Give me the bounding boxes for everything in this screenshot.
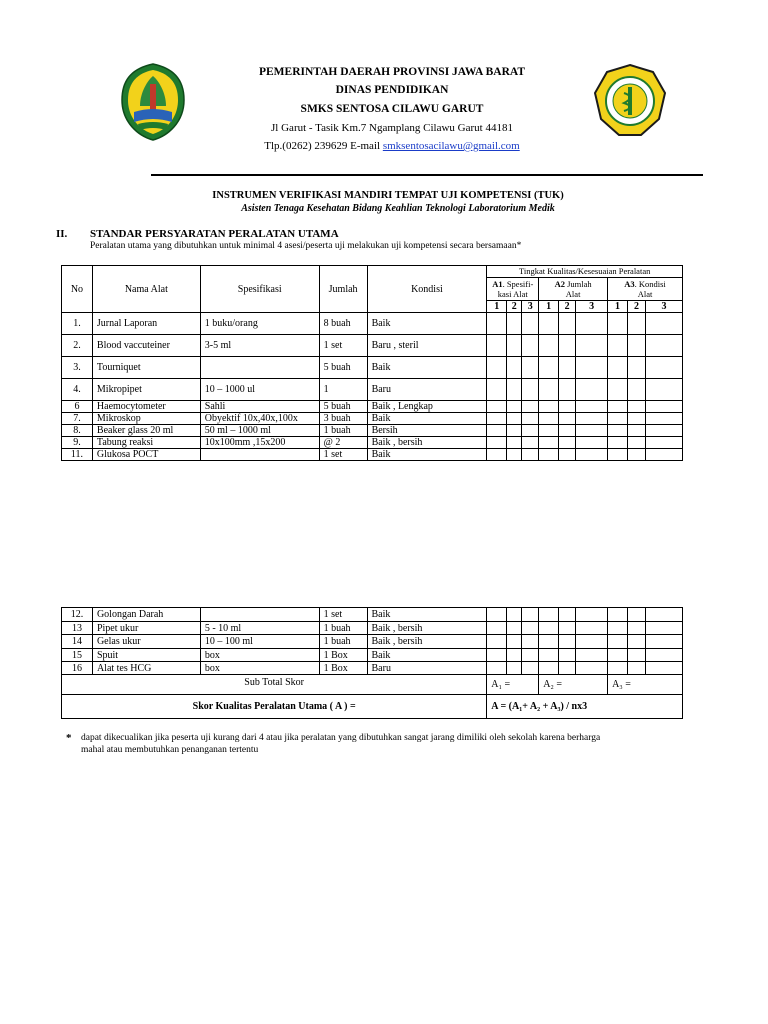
rating-cell[interactable] [645, 635, 682, 649]
cell-no: 4. [62, 379, 93, 401]
rating-cell[interactable] [576, 401, 608, 413]
rating-cell[interactable] [487, 313, 507, 335]
rating-cell[interactable] [487, 622, 507, 635]
cell-name: Mikroskop [92, 413, 200, 425]
rating-cell[interactable] [628, 649, 646, 662]
scale-a2-1: 1 [539, 300, 559, 312]
rating-cell[interactable] [608, 608, 628, 622]
rating-cell[interactable] [522, 662, 539, 675]
rating-cell[interactable] [645, 313, 682, 335]
cell-no: 8. [62, 425, 93, 437]
rating-cell[interactable] [559, 425, 576, 437]
cell-spec: 10 – 100 ml [200, 635, 319, 649]
cell-cond: Baik [367, 413, 487, 425]
rating-cell[interactable] [628, 425, 646, 437]
rating-cell[interactable] [559, 608, 576, 622]
section-number: II. [56, 228, 68, 240]
cell-cond: Baik , bersih [367, 635, 487, 649]
rating-cell[interactable] [628, 622, 646, 635]
rating-cell[interactable] [507, 335, 522, 357]
cell-qty: 8 buah [319, 313, 367, 335]
cell-qty: 1 buah [319, 622, 367, 635]
rating-cell[interactable] [487, 425, 507, 437]
rating-cell[interactable] [522, 622, 539, 635]
cell-no: 9. [62, 437, 93, 449]
table-row [62, 401, 683, 413]
cell-qty: 3 buah [319, 413, 367, 425]
cell-no: 12. [62, 608, 93, 622]
rating-cell[interactable] [628, 357, 646, 379]
school-address: Jl Garut - Tasik Km.7 Ngamplang Cilawu Garut 44181 [271, 122, 513, 134]
cell-no: 6 [62, 401, 93, 413]
rating-cell[interactable] [487, 662, 507, 675]
cell-spec: 10 – 1000 ul [200, 379, 319, 401]
rating-cell[interactable] [539, 622, 559, 635]
cell-qty: 1 buah [319, 635, 367, 649]
rating-cell[interactable] [628, 635, 646, 649]
scale-a1-3: 3 [522, 300, 539, 312]
rating-cell[interactable] [559, 662, 576, 675]
cell-spec [200, 357, 319, 379]
cell-name: Gelas ukur [92, 635, 200, 649]
footnote-mark: * [66, 732, 72, 744]
rating-cell[interactable] [539, 379, 559, 401]
rating-cell[interactable] [608, 449, 628, 461]
cell-cond: Baik [367, 608, 487, 622]
footnote-line1: dapat dikecualikan jika peserta uji kurang dari 4 atau jika peralatan yang dibutuhkan sangat jarang dimiliki oleh sekolah karena berharga [81, 733, 601, 743]
table-row [62, 449, 683, 461]
rating-cell[interactable] [559, 413, 576, 425]
rating-cell[interactable] [507, 379, 522, 401]
cell-qty: 5 buah [319, 401, 367, 413]
cell-spec: 1 buku/orang [200, 313, 319, 335]
rating-cell[interactable] [539, 413, 559, 425]
rating-cell[interactable] [539, 401, 559, 413]
rating-cell[interactable] [576, 379, 608, 401]
rating-cell[interactable] [559, 649, 576, 662]
scale-a1-1: 1 [487, 300, 507, 312]
cell-spec: Sahli [200, 401, 319, 413]
cell-cond: Baru , steril [367, 335, 487, 357]
table-row [62, 437, 683, 449]
table-row [62, 622, 683, 635]
rating-cell[interactable] [608, 313, 628, 335]
header-divider [151, 174, 703, 176]
scale-a1-2: 2 [507, 300, 522, 312]
rating-cell[interactable] [576, 357, 608, 379]
table-row [62, 335, 683, 357]
cell-spec [200, 608, 319, 622]
rating-cell[interactable] [487, 379, 507, 401]
a1-code: A1 [492, 278, 503, 289]
cell-spec: 3-5 ml [200, 335, 319, 357]
rating-cell[interactable] [628, 608, 646, 622]
rating-cell[interactable] [645, 401, 682, 413]
rating-cell[interactable] [576, 649, 608, 662]
table-row [62, 662, 683, 675]
cell-cond: Baik , bersih [367, 622, 487, 635]
header-no: No [62, 266, 93, 313]
a2-label-1: Jumlah [564, 278, 592, 289]
document-title: INSTRUMEN VERIFIKASI MANDIRI TEMPAT UJI KOMPETENSI (TUK) [212, 190, 564, 201]
rating-cell[interactable] [487, 357, 507, 379]
rating-cell[interactable] [576, 449, 608, 461]
rating-cell[interactable] [608, 379, 628, 401]
rating-cell[interactable] [645, 335, 682, 357]
table-row [62, 649, 683, 662]
rating-cell[interactable] [487, 449, 507, 461]
rating-cell[interactable] [628, 662, 646, 675]
rating-cell[interactable] [559, 335, 576, 357]
scale-a2-3: 3 [576, 300, 608, 312]
table-row [62, 425, 683, 437]
rating-cell[interactable] [559, 449, 576, 461]
rating-cell[interactable] [522, 313, 539, 335]
rating-cell[interactable] [507, 635, 522, 649]
cell-no: 7. [62, 413, 93, 425]
cell-no: 11. [62, 449, 93, 461]
cell-no: 15 [62, 649, 93, 662]
cell-no: 1. [62, 313, 93, 335]
rating-cell[interactable] [559, 357, 576, 379]
subtotal-label: Sub Total Skor [62, 675, 487, 695]
score-label: Skor Kualitas Peralatan Utama ( A ) = [62, 695, 487, 719]
header-a2 [539, 278, 608, 300]
cell-name: Mikropipet [92, 379, 200, 401]
rating-cell[interactable] [576, 413, 608, 425]
header-a3 [608, 278, 683, 300]
rating-cell[interactable] [522, 608, 539, 622]
table-row [62, 313, 683, 335]
rating-cell[interactable] [628, 437, 646, 449]
table-row [62, 608, 683, 622]
cell-spec: Obyektif 10x,40x,100x [200, 413, 319, 425]
rating-cell[interactable] [507, 662, 522, 675]
rating-cell[interactable] [487, 413, 507, 425]
a3-code: A3 [624, 278, 635, 289]
rating-cell[interactable] [559, 622, 576, 635]
cell-name: Jurnal Laporan [92, 313, 200, 335]
rating-cell[interactable] [522, 335, 539, 357]
header-qty: Jumlah [319, 266, 367, 313]
document-subtitle: Asisten Tenaga Kesehatan Bidang Keahlian Teknologi Laboratorium Medik [241, 203, 555, 214]
rating-cell[interactable] [628, 313, 646, 335]
rating-cell[interactable] [539, 649, 559, 662]
section-intro: Peralatan utama yang dibutuhkan untuk minimal 4 asesi/peserta uji melakukan uji kompetensi secara bersamaan* [90, 241, 522, 251]
rating-cell[interactable] [522, 379, 539, 401]
a3-label-1: . Kondisi [634, 278, 666, 289]
rating-cell[interactable] [608, 335, 628, 357]
cell-spec: box [200, 649, 319, 662]
rating-cell[interactable] [608, 425, 628, 437]
scale-a3-3: 3 [645, 300, 682, 312]
a3-total: A₃ = [608, 675, 683, 695]
a2-total: A₂ = [539, 675, 608, 695]
rating-cell[interactable] [522, 357, 539, 379]
rating-cell[interactable] [576, 425, 608, 437]
cell-name: Pipet ukur [92, 622, 200, 635]
rating-cell[interactable] [522, 413, 539, 425]
school-name: SMKS SENTOSA CILAWU GARUT [300, 103, 484, 115]
school-contact [8, 140, 768, 152]
rating-cell[interactable] [507, 449, 522, 461]
footnote-line2: mahal atau membutuhkan penanganan tertentu [81, 745, 259, 755]
rating-cell[interactable] [608, 622, 628, 635]
rating-cell[interactable] [645, 608, 682, 622]
cell-spec: box [200, 662, 319, 675]
rating-cell[interactable] [539, 425, 559, 437]
rating-cell[interactable] [522, 401, 539, 413]
cell-cond: Baru [367, 379, 487, 401]
rating-cell[interactable] [522, 425, 539, 437]
cell-qty: 1 [319, 379, 367, 401]
equipment-table-part1 [61, 265, 683, 461]
rating-cell[interactable] [608, 401, 628, 413]
rating-cell[interactable] [507, 401, 522, 413]
rating-cell[interactable] [576, 608, 608, 622]
rating-cell[interactable] [645, 649, 682, 662]
rating-cell[interactable] [645, 425, 682, 437]
cell-name: Golongan Darah [92, 608, 200, 622]
rating-cell[interactable] [645, 437, 682, 449]
cell-cond: Baru [367, 662, 487, 675]
rating-cell[interactable] [645, 379, 682, 401]
table-row [62, 635, 683, 649]
rating-cell[interactable] [645, 413, 682, 425]
a1-label-2: kasi Alat [497, 288, 528, 299]
rating-cell[interactable] [539, 357, 559, 379]
rating-cell[interactable] [522, 449, 539, 461]
a3-label-2: Alat [637, 288, 653, 299]
scale-a3-1: 1 [608, 300, 628, 312]
rating-cell[interactable] [608, 635, 628, 649]
rating-cell[interactable] [608, 437, 628, 449]
rating-cell[interactable] [628, 335, 646, 357]
rating-cell[interactable] [507, 413, 522, 425]
cell-qty: 1 Box [319, 662, 367, 675]
rating-cell[interactable] [487, 608, 507, 622]
rating-cell[interactable] [539, 437, 559, 449]
rating-cell[interactable] [628, 449, 646, 461]
cell-no: 2. [62, 335, 93, 357]
cell-name: Spuit [92, 649, 200, 662]
cell-qty: @ 2 [319, 437, 367, 449]
rating-cell[interactable] [576, 622, 608, 635]
cell-spec: 50 ml – 1000 ml [200, 425, 319, 437]
rating-cell[interactable] [576, 437, 608, 449]
a2-label-2: Alat [565, 288, 581, 299]
rating-cell[interactable] [645, 357, 682, 379]
rating-cell[interactable] [608, 413, 628, 425]
rating-cell[interactable] [507, 437, 522, 449]
rating-cell[interactable] [559, 379, 576, 401]
cell-cond: Baik [367, 313, 487, 335]
table-row [62, 379, 683, 401]
rating-cell[interactable] [522, 437, 539, 449]
rating-cell[interactable] [487, 649, 507, 662]
department-line: DINAS PENDIDIKAN [335, 84, 449, 96]
rating-cell[interactable] [645, 449, 682, 461]
rating-cell[interactable] [507, 649, 522, 662]
header-quality: Tingkat Kualitas/Kesesuaian Peralatan [487, 266, 683, 278]
scale-a2-2: 2 [559, 300, 576, 312]
rating-cell[interactable] [539, 635, 559, 649]
rating-cell[interactable] [487, 335, 507, 357]
cell-name: Beaker glass 20 ml [92, 425, 200, 437]
score-formula: A = (A₁+ A₂ + A₃) / nx3 [487, 695, 683, 719]
rating-cell[interactable] [628, 401, 646, 413]
rating-cell[interactable] [487, 635, 507, 649]
cell-cond: Bersih [367, 425, 487, 437]
cell-qty: 1 Box [319, 649, 367, 662]
cell-name: Blood vaccuteiner [92, 335, 200, 357]
rating-cell[interactable] [645, 662, 682, 675]
cell-cond: Baik [367, 357, 487, 379]
rating-cell[interactable] [559, 437, 576, 449]
rating-cell[interactable] [522, 649, 539, 662]
cell-qty: 1 set [319, 608, 367, 622]
rating-cell[interactable] [559, 635, 576, 649]
cell-name: Tabung reaksi [92, 437, 200, 449]
rating-cell[interactable] [539, 449, 559, 461]
rating-cell[interactable] [559, 313, 576, 335]
cell-cond: Baik [367, 649, 487, 662]
cell-name: Alat tes HCG [92, 662, 200, 675]
rating-cell[interactable] [487, 401, 507, 413]
rating-cell[interactable] [539, 662, 559, 675]
rating-cell[interactable] [507, 425, 522, 437]
cell-qty: 1 set [319, 449, 367, 461]
rating-cell[interactable] [576, 662, 608, 675]
table-row [62, 413, 683, 425]
cell-qty: 1 set [319, 335, 367, 357]
equipment-table-part2 [61, 607, 683, 719]
cell-name: Tourniquet [92, 357, 200, 379]
rating-cell[interactable] [608, 357, 628, 379]
rating-cell[interactable] [576, 635, 608, 649]
rating-cell[interactable] [645, 622, 682, 635]
rating-cell[interactable] [576, 313, 608, 335]
rating-cell[interactable] [628, 379, 646, 401]
header-spec: Spesifikasi [200, 266, 319, 313]
rating-cell[interactable] [576, 335, 608, 357]
rating-cell[interactable] [539, 313, 559, 335]
rating-cell[interactable] [539, 608, 559, 622]
header-a1 [487, 278, 539, 300]
rating-cell[interactable] [507, 608, 522, 622]
contact-phone: Tlp.(0262) 239629 E-mail [264, 140, 383, 152]
header-cond: Kondisi [367, 266, 487, 313]
a1-label-1: . Spesifi- [502, 278, 534, 289]
rating-cell[interactable] [487, 437, 507, 449]
header-name: Nama Alat [92, 266, 200, 313]
rating-cell[interactable] [522, 635, 539, 649]
rating-cell[interactable] [628, 413, 646, 425]
cell-cond: Baik [367, 449, 487, 461]
rating-cell[interactable] [608, 662, 628, 675]
cell-qty: 1 buah [319, 425, 367, 437]
table-row [62, 357, 683, 379]
gov-header-line: PEMERINTAH DAERAH PROVINSI JAWA BARAT [258, 66, 526, 78]
rating-cell[interactable] [539, 335, 559, 357]
cell-no: 16 [62, 662, 93, 675]
rating-cell[interactable] [559, 401, 576, 413]
cell-no: 14 [62, 635, 93, 649]
cell-spec: 5 - 10 ml [200, 622, 319, 635]
rating-cell[interactable] [507, 357, 522, 379]
a2-code: A2 [554, 278, 565, 289]
rating-cell[interactable] [507, 313, 522, 335]
rating-cell[interactable] [507, 622, 522, 635]
section-heading: STANDAR PERSYARATAN PERALATAN UTAMA [90, 228, 339, 240]
cell-cond: Baik , Lengkap [367, 401, 487, 413]
scale-a3-2: 2 [628, 300, 646, 312]
a1-total: A₁ = [487, 675, 539, 695]
cell-spec: 10x100mm ,15x200 [200, 437, 319, 449]
rating-cell[interactable] [608, 649, 628, 662]
cell-cond: Baik , bersih [367, 437, 487, 449]
cell-name: Haemocytometer [92, 401, 200, 413]
cell-no: 13 [62, 622, 93, 635]
email-link[interactable]: smksentosacilawu@gmail.com [382, 140, 520, 152]
cell-name: Glukosa POCT [92, 449, 200, 461]
cell-spec [200, 449, 319, 461]
cell-qty: 5 buah [319, 357, 367, 379]
cell-no: 3. [62, 357, 93, 379]
